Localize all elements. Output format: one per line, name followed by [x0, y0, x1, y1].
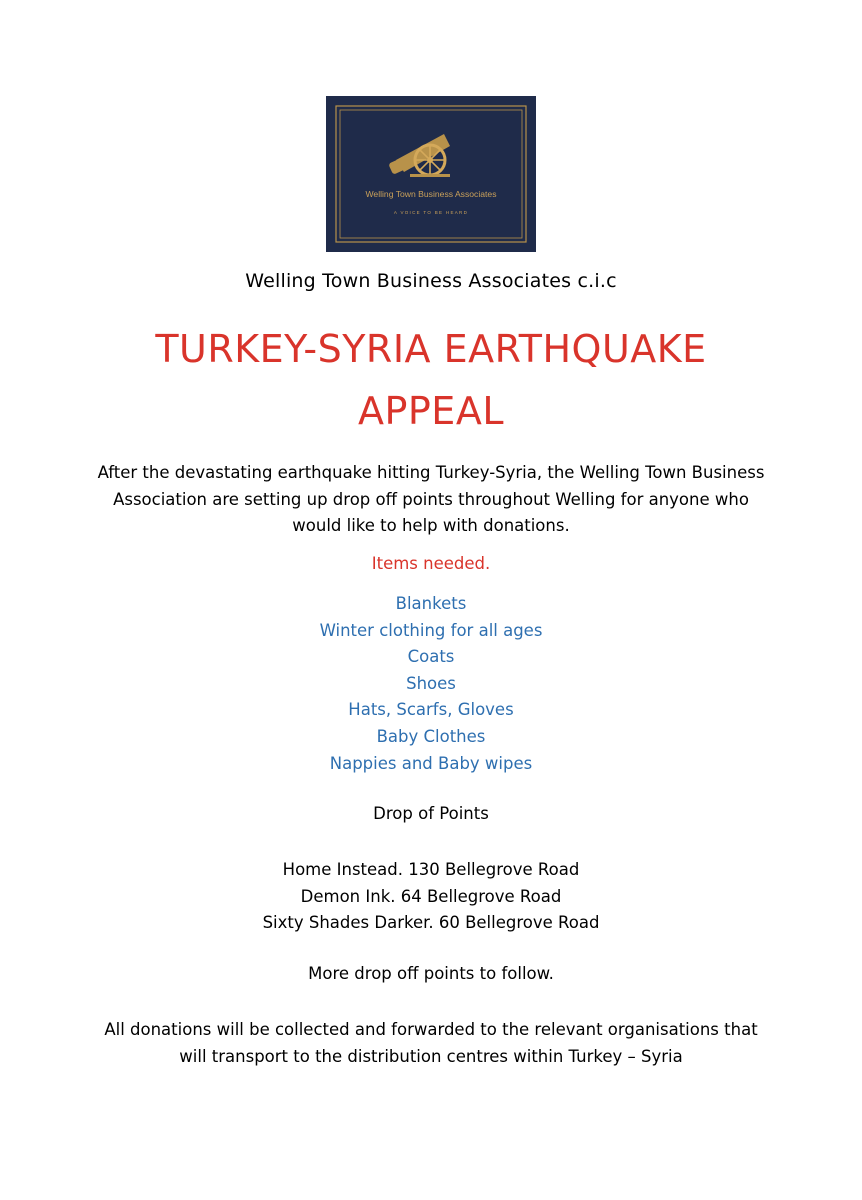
headline-line-1: TURKEY-SYRIA EARTHQUAKE: [155, 327, 707, 371]
drop-points-heading: Drop of Points: [373, 804, 489, 823]
list-item: Hats, Scarfs, Gloves: [348, 700, 514, 720]
intro-paragraph: After the devastating earthquake hitting Turkey-Syria, the Welling Town Business Association are setting up drop off points throughout Welling for anyone who would like to help with donations.: [97, 463, 765, 535]
list-item: Coats: [407, 647, 455, 667]
drop-points-list: [0, 857, 862, 937]
drop-point-item: Home Instead. 130 Bellegrove Road: [282, 860, 580, 879]
list-item: Shoes: [406, 673, 456, 693]
organisation-name: Welling Town Business Associates c.i.c: [245, 270, 617, 292]
list-item: Baby Clothes: [376, 726, 486, 746]
logo-graphic: [326, 96, 536, 252]
items-needed-list: [0, 591, 862, 777]
logo-brand-text: Welling Town Business Associates: [365, 189, 497, 199]
appeal-headline: [0, 318, 862, 442]
list-item: Blankets: [395, 594, 467, 613]
more-points-note: More drop off points to follow.: [308, 964, 554, 983]
closing-paragraph: All donations will be collected and forwarded to the relevant organisations that will transport to the distribution centres within Turkey – Syria: [104, 1020, 758, 1066]
headline-line-2: APPEAL: [357, 389, 504, 433]
list-item: Nappies and Baby wipes: [329, 753, 533, 773]
items-needed-heading: Items needed.: [371, 554, 491, 573]
drop-point-item: Sixty Shades Darker. 60 Bellegrove Road: [262, 913, 600, 932]
list-item: Winter clothing for all ages: [319, 620, 543, 640]
drop-point-item: Demon Ink. 64 Bellegrove Road: [300, 886, 562, 906]
organisation-logo: [326, 96, 536, 252]
logo-tagline: A VOICE TO BE HEARD: [393, 210, 469, 215]
